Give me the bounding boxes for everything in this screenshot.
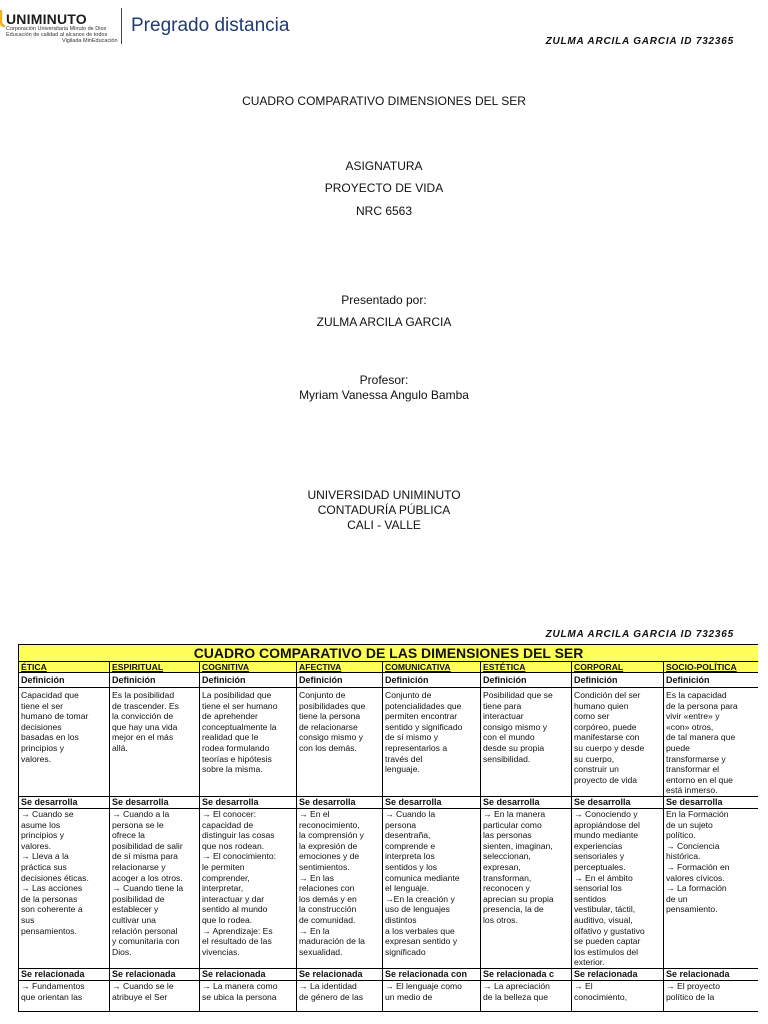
develops-cell-line: exterior. xyxy=(574,957,605,968)
develops-cell-line: le permiten xyxy=(202,861,245,872)
dimension-header-3: AFECTIVA xyxy=(297,662,383,673)
develops-cell-line: uso de lenguajes xyxy=(385,904,450,915)
develops-cell-line: emociones y de xyxy=(299,851,360,862)
definition-cell-0 xyxy=(19,688,110,797)
professor-label: Profesor: xyxy=(359,373,409,387)
develops-cell-line: político. xyxy=(666,830,696,841)
develops-cell-line: → En la manera xyxy=(483,809,546,819)
definition-cell-line: sensibilidad. xyxy=(483,753,531,764)
related-cell-line: → La identidad xyxy=(299,980,357,991)
presented-name: ZULMA ARCILA GARCIA xyxy=(316,315,452,329)
develops-cell-line: establecer y xyxy=(112,904,159,915)
develops-cell-line: sensorial los xyxy=(574,883,622,894)
definition-cell-line: valores. xyxy=(21,753,52,764)
develops-cell-line: sensoriales y xyxy=(574,851,625,862)
definition-label-4: Definición xyxy=(383,673,481,688)
related-cell-line: de la belleza que xyxy=(483,991,548,1002)
develops-cell-line: → Formación en xyxy=(666,861,730,872)
related-label-1: Se relacionada xyxy=(110,968,200,980)
definition-cell-4 xyxy=(383,688,481,797)
definition-cell-line: representarlos a xyxy=(385,742,448,753)
definition-cell-line: de sí mismo y xyxy=(385,732,439,743)
definition-cell-line: corpóreo, puede xyxy=(574,721,637,732)
develops-cell-line: de sí misma para xyxy=(112,851,178,862)
develops-cell-line: sentidos y los xyxy=(385,861,438,872)
definition-cell-5 xyxy=(481,688,572,797)
logo-line-2: Educación de calidad al alcance de todos xyxy=(6,32,108,38)
develops-label-4: Se desarrolla xyxy=(383,797,481,809)
develops-cell-line: → Cuando la xyxy=(385,809,436,819)
develops-cell-line: → El conocimiento: xyxy=(202,851,277,862)
develops-cell-line: sentimientos. xyxy=(299,861,350,872)
develops-label-6: Se desarrolla xyxy=(572,797,664,809)
definition-cell-line: principios y xyxy=(21,742,64,753)
related-cell-2 xyxy=(200,980,297,1011)
develops-cell-line: seleccionan, xyxy=(483,851,531,862)
develops-cell-line: la construcción xyxy=(299,904,357,915)
definition-cell-line: mejor en el más xyxy=(112,732,174,743)
related-cell-line: atribuye el Ser xyxy=(112,991,168,1002)
develops-cell-line: → El conocer: xyxy=(202,809,256,819)
dimension-header-0: ÉTICA xyxy=(19,662,110,673)
develops-cell-line: → Conciencia xyxy=(666,840,720,851)
develops-cell-line: presencia, la de xyxy=(483,904,544,915)
definition-cell-line: decisiones xyxy=(21,721,62,732)
definition-cell-1 xyxy=(110,688,200,797)
develops-cell-line: → En las xyxy=(299,872,334,883)
develops-cell-line: particular como xyxy=(483,819,542,830)
definition-cell-line: su cuerpo, xyxy=(574,753,615,764)
author-id-table: ZULMA ARCILA GARCIA ID 732365 xyxy=(545,629,734,640)
definition-cell-line: consigo mismo y xyxy=(299,732,363,743)
develops-cell-line: los estímulos del xyxy=(574,946,639,957)
definition-cell-line: Es la capacidad xyxy=(666,690,727,700)
university-name: UNIVERSIDAD UNIMINUTO xyxy=(307,488,461,502)
related-label-3: Se relacionada xyxy=(297,968,383,980)
develops-cell-line: y comunitaria con xyxy=(112,936,180,947)
definition-cell-line: de aprehender xyxy=(202,711,258,722)
develops-cell-line: la expresión de xyxy=(299,840,358,851)
program-name: CONTADURÍA PÚBLICA xyxy=(317,503,451,517)
definition-cell-line: de la persona para xyxy=(666,700,738,711)
table-title-row xyxy=(19,645,759,662)
definition-row xyxy=(19,688,759,797)
develops-cell-line: distintos xyxy=(385,914,417,925)
presented-label: Presentado por: xyxy=(341,293,427,307)
definition-cell-line: rodea formulando xyxy=(202,742,270,753)
definition-cell-line: construir un xyxy=(574,764,619,775)
develops-cell-line: asume los xyxy=(21,819,61,830)
develops-cell-line: comunica mediante xyxy=(385,872,460,883)
dimension-header-2: COGNITIVA xyxy=(200,662,297,673)
definition-cell-line: tiene la persona xyxy=(299,711,361,722)
develops-cell-line: → La formación xyxy=(666,883,727,894)
develops-cell-line: vivencias. xyxy=(202,946,240,957)
related-cell-line: → Cuando se le xyxy=(112,980,174,991)
definition-cell-line: humano quien xyxy=(574,700,629,711)
develops-label-3: Se desarrolla xyxy=(297,797,383,809)
related-cell-line: conocimiento, xyxy=(574,991,628,1002)
definition-cell-line: humano de tomar xyxy=(21,711,89,722)
uniminuto-logo xyxy=(0,6,290,46)
develops-cell-line: son coherente a xyxy=(21,904,83,915)
develops-cell-line: los demás y en xyxy=(299,893,357,904)
develops-cell-line: capacidad de xyxy=(202,819,254,830)
develops-cell-line: interpretar, xyxy=(202,883,244,894)
related-cell-6 xyxy=(572,980,664,1011)
nrc-code: NRC 6563 xyxy=(355,204,413,218)
develops-label-5: Se desarrolla xyxy=(481,797,572,809)
doc-title: CUADRO COMPARATIVO DIMENSIONES DEL SER xyxy=(242,94,526,108)
develops-cell-line: En la Formación xyxy=(666,809,729,819)
develops-cell-line: valores cívicos. xyxy=(666,872,725,883)
develops-cell-line: cultivar una xyxy=(112,914,156,925)
develops-cell-line: comprender, xyxy=(202,872,250,883)
develops-cell-line: Dios. xyxy=(112,946,132,957)
develops-cell-line: interactuar y dar xyxy=(202,893,265,904)
develops-cell-line: desentraña, xyxy=(385,830,431,841)
develops-cell-2 xyxy=(200,809,297,969)
definition-cell-line: interactuar xyxy=(483,711,524,722)
related-cell-3 xyxy=(297,980,383,1011)
develops-cell-line: sus xyxy=(21,914,35,925)
develops-cell-5 xyxy=(481,809,572,969)
definition-cell-line: de tal manera que xyxy=(666,732,736,743)
develops-cell-line: de la personas xyxy=(21,893,78,904)
related-label-6: Se relacionada xyxy=(572,968,664,980)
definition-cell-line: Es la posibilidad xyxy=(112,690,175,700)
definition-label-5: Definición xyxy=(481,673,572,688)
develops-cell-line: → Cuando se xyxy=(21,809,74,819)
develops-cell-line: que nos rodean. xyxy=(202,840,265,851)
develops-cell-line: olfativo y gustativo xyxy=(574,925,645,936)
subject-label: ASIGNATURA xyxy=(345,159,423,173)
definition-cell-line: «con» otros, xyxy=(666,721,714,732)
develops-cell-line: que lo rodea. xyxy=(202,914,253,925)
related-cell-line: un medio de xyxy=(385,991,433,1002)
develops-cell-line: persona se le xyxy=(112,819,164,830)
definition-cell-3 xyxy=(297,688,383,797)
develops-cell-6 xyxy=(572,809,664,969)
definition-cell-2 xyxy=(200,688,297,797)
definition-cell-line: basadas en los xyxy=(21,732,79,743)
related-cell-line: → La manera como xyxy=(202,980,278,991)
table-title: CUADRO COMPARATIVO DE LAS DIMENSIONES DEL SER xyxy=(19,645,759,662)
related-cell-line: → El proyecto xyxy=(666,980,720,991)
develops-cell-line: decisiones éticas. xyxy=(21,872,89,883)
definition-cell-line: Condición del ser xyxy=(574,690,641,700)
related-label-2: Se relacionada xyxy=(200,968,297,980)
definition-cell-line: con los demás. xyxy=(299,742,357,753)
definition-cell-line: teorías e hipótesis xyxy=(202,753,272,764)
definition-cell-line: Conjunto de xyxy=(299,690,346,700)
develops-cell-line: → En el ámbito xyxy=(574,872,633,883)
dimension-header-row xyxy=(19,662,759,673)
definition-cell-line: potencialidades que xyxy=(385,700,462,711)
related-label-7: Se relacionada xyxy=(664,968,759,980)
related-cell-line: se ubica la persona xyxy=(202,991,277,1002)
related-cell-line: → El lenguaje como xyxy=(385,980,462,991)
dimension-header-7: SOCIO-POLÍTICA xyxy=(664,662,759,673)
develops-cell-line: relación personal xyxy=(112,925,178,936)
develops-cell-line: el resultado de las xyxy=(202,936,272,947)
develops-cell-line: → En la xyxy=(299,925,330,936)
dimension-header-4: COMUNICATIVA xyxy=(383,662,481,673)
definition-cell-line: permiten encontrar xyxy=(385,711,458,722)
develops-cell-line: distinguir las cosas xyxy=(202,830,275,841)
logo-name: UNIMINUTO xyxy=(6,11,87,27)
develops-cell-line: → Cuando tiene la xyxy=(112,883,184,894)
develops-cell-line: → En el xyxy=(299,809,330,819)
related-cell-line: → La apreciación xyxy=(483,980,550,991)
related-cell-1 xyxy=(110,980,200,1011)
develops-cell-line: a los verbales que xyxy=(385,925,455,936)
develops-cell-line: reconocimiento, xyxy=(299,819,360,830)
develops-cell-line: de comunidad. xyxy=(299,914,356,925)
related-cell-5 xyxy=(481,980,572,1011)
develops-cell-line: de un xyxy=(666,893,688,904)
definition-cell-line: tiene el ser xyxy=(21,700,64,711)
definition-cell-7 xyxy=(664,688,759,797)
definition-cell-line: manifestarse con xyxy=(574,732,640,743)
definition-cell-line: allá. xyxy=(112,742,128,753)
definition-label-0: Definición xyxy=(19,673,110,688)
logo-line-3: Vigilada MinEducación xyxy=(62,38,118,44)
develops-label-2: Se desarrolla xyxy=(200,797,297,809)
develops-cell-line: expresan, xyxy=(483,861,521,872)
definition-cell-line: como ser xyxy=(574,711,610,722)
definition-cell-line: realidad que le xyxy=(202,732,259,743)
develops-cell-line: vestibular, táctil, xyxy=(574,904,636,915)
develops-cell-line: posibilidad de salir xyxy=(112,840,183,851)
develops-cell-line: acoger a los otros. xyxy=(112,872,183,883)
definition-cell-line: lenguaje. xyxy=(385,764,420,775)
related-label-5: Se relacionada c xyxy=(481,968,572,980)
definition-label-1: Definición xyxy=(110,673,200,688)
develops-label-7: Se desarrolla xyxy=(664,797,759,809)
definition-label-7: Definición xyxy=(664,673,759,688)
definition-cell-line: conceptualmente la xyxy=(202,721,277,732)
develops-cell-line: → Lleva a la xyxy=(21,851,69,862)
related-cell-line: → Fundamentos xyxy=(21,980,85,991)
definition-cell-line: tiene para xyxy=(483,700,522,711)
develops-cell-line: expresan sentido y xyxy=(385,936,458,947)
develops-cell-line: interpreta los xyxy=(385,851,435,862)
develops-label-0: Se desarrolla xyxy=(19,797,110,809)
city-name: CALI - VALLE xyxy=(347,518,421,532)
author-id-top: ZULMA ARCILA GARCIA ID 732365 xyxy=(545,36,734,47)
develops-cell-1 xyxy=(110,809,200,969)
definition-cell-line: desde su propia xyxy=(483,742,545,753)
develops-cell-line: auditivo, visual, xyxy=(574,914,633,925)
definition-cell-line: sentido y significado xyxy=(385,721,463,732)
related-label-4: Se relacionada con xyxy=(383,968,481,980)
related-cell-line: político de la xyxy=(666,991,715,1002)
develops-cell-line: sexualidad. xyxy=(299,946,343,957)
definition-cell-line: transformarse y xyxy=(666,753,726,764)
logo-line-1: Corporación Universitaria Minuto de Dios xyxy=(6,26,107,32)
develops-cell-line: se pueden captar xyxy=(574,936,641,947)
develops-cell-line: los otros. xyxy=(483,914,518,925)
definition-cell-line: sobre la misma. xyxy=(202,764,263,775)
definition-cell-line: de trascender. Es xyxy=(112,700,179,711)
develops-cell-line: maduración de la xyxy=(299,936,365,947)
develops-cell-line: → Las acciones xyxy=(21,883,83,894)
related-cell-line: → El xyxy=(574,980,593,991)
comparison-table xyxy=(18,644,758,1012)
develops-cell-line: pensamiento. xyxy=(666,904,718,915)
definition-cell-line: que hay una vida xyxy=(112,721,178,732)
develops-cell-line: valores. xyxy=(21,840,52,851)
develops-cell-0 xyxy=(19,809,110,969)
develops-cell-line: →En la creación y xyxy=(385,893,455,904)
develops-cell-line: significado xyxy=(385,946,426,957)
develops-cell-line: histórica. xyxy=(666,851,701,862)
develops-cell-line: relaciones con xyxy=(299,883,355,894)
definition-label-row xyxy=(19,673,759,688)
develops-cell-line: mundo mediante xyxy=(574,830,639,841)
related-label-row xyxy=(19,968,759,980)
definition-cell-line: vivir «entre» y xyxy=(666,711,720,722)
related-cell-line: de género de las xyxy=(299,991,364,1002)
definition-cell-line: posibilidades que xyxy=(299,700,366,711)
develops-cell-line: experiencias xyxy=(574,840,623,851)
definition-label-3: Definición xyxy=(297,673,383,688)
dimension-header-5: ESTÉTICA xyxy=(481,662,572,673)
develops-cell-line: el lenguaje. xyxy=(385,883,429,894)
definition-cell-line: transformar el xyxy=(666,764,720,775)
develops-cell-line: → Aprendizaje: Es xyxy=(202,925,273,936)
develops-cell-7 xyxy=(664,809,759,969)
develops-cell-line: apropiándose del xyxy=(574,819,640,830)
definition-label-6: Definición xyxy=(572,673,664,688)
definition-cell-line: la convicción de xyxy=(112,711,174,722)
related-row xyxy=(19,980,759,1011)
develops-cell-line: sentido al mundo xyxy=(202,904,268,915)
dimension-header-6: CORPORAL xyxy=(572,662,664,673)
develops-cell-line: pensamientos. xyxy=(21,925,77,936)
develops-cell-line: comprende e xyxy=(385,840,436,851)
develops-cell-line: sentidos xyxy=(574,893,607,904)
develops-label-row xyxy=(19,797,759,809)
related-label-0: Se relacionada xyxy=(19,968,110,980)
develops-cell-line: aprecian su propia xyxy=(483,893,554,904)
professor-name: Myriam Vanessa Angulo Bamba xyxy=(299,388,469,402)
definition-cell-line: través del xyxy=(385,753,423,764)
definition-cell-line: consigo mismo y xyxy=(483,721,547,732)
subject-name: PROYECTO DE VIDA xyxy=(324,181,444,195)
definition-cell-line: entorno en el que xyxy=(666,774,733,785)
definition-cell-line: Posibilidad que se xyxy=(483,690,553,700)
develops-cell-line: la comprensión y xyxy=(299,830,364,841)
dimension-header-1: ESPIRITUAL xyxy=(110,662,200,673)
develops-cell-line: ofrece la xyxy=(112,830,145,841)
definition-cell-line: tiene el ser humano xyxy=(202,700,278,711)
related-cell-0 xyxy=(19,980,110,1011)
definition-cell-line: de relacionarse xyxy=(299,721,358,732)
definition-cell-line: está inmerso. xyxy=(666,785,718,796)
develops-cell-line: perceptuales. xyxy=(574,861,626,872)
definition-label-2: Definición xyxy=(200,673,297,688)
develops-cell-line: de un sujeto xyxy=(666,819,713,830)
develops-cell-line: persona xyxy=(385,819,417,830)
develops-cell-line: → Cuando a la xyxy=(112,809,170,819)
develops-cell-line: las personas xyxy=(483,830,532,841)
definition-cell-line: Conjunto de xyxy=(385,690,432,700)
develops-cell-3 xyxy=(297,809,383,969)
program-heading: Pregrado distancia xyxy=(131,15,290,36)
definition-cell-line: proyecto de vida xyxy=(574,774,638,785)
develops-label-1: Se desarrolla xyxy=(110,797,200,809)
related-cell-7 xyxy=(664,980,759,1011)
comparison-table-wrapper xyxy=(18,644,758,1024)
related-cell-4 xyxy=(383,980,481,1011)
develops-cell-line: práctica sus xyxy=(21,861,67,872)
develops-cell-line: principios y xyxy=(21,830,64,841)
definition-cell-6 xyxy=(572,688,664,797)
develops-cell-line: transforman, xyxy=(483,872,532,883)
develops-cell-line: sienten, imaginan, xyxy=(483,840,553,851)
develops-cell-line: reconocen y xyxy=(483,883,530,894)
develops-cell-line: posibilidad de xyxy=(112,893,165,904)
develops-cell-4 xyxy=(383,809,481,969)
develops-row xyxy=(19,809,759,969)
definition-cell-line: su cuerpo y desde xyxy=(574,742,645,753)
related-cell-line: que orientan las xyxy=(21,991,83,1002)
logo-divider xyxy=(121,8,122,44)
develops-cell-line: relacionarse y xyxy=(112,861,166,872)
definition-cell-line: puede xyxy=(666,742,690,753)
develops-cell-line: → Conociendo y xyxy=(574,809,638,819)
definition-cell-line: Capacidad que xyxy=(21,690,79,700)
definition-cell-line: con el mundo xyxy=(483,732,535,743)
definition-cell-line: La posibilidad que xyxy=(202,690,272,700)
